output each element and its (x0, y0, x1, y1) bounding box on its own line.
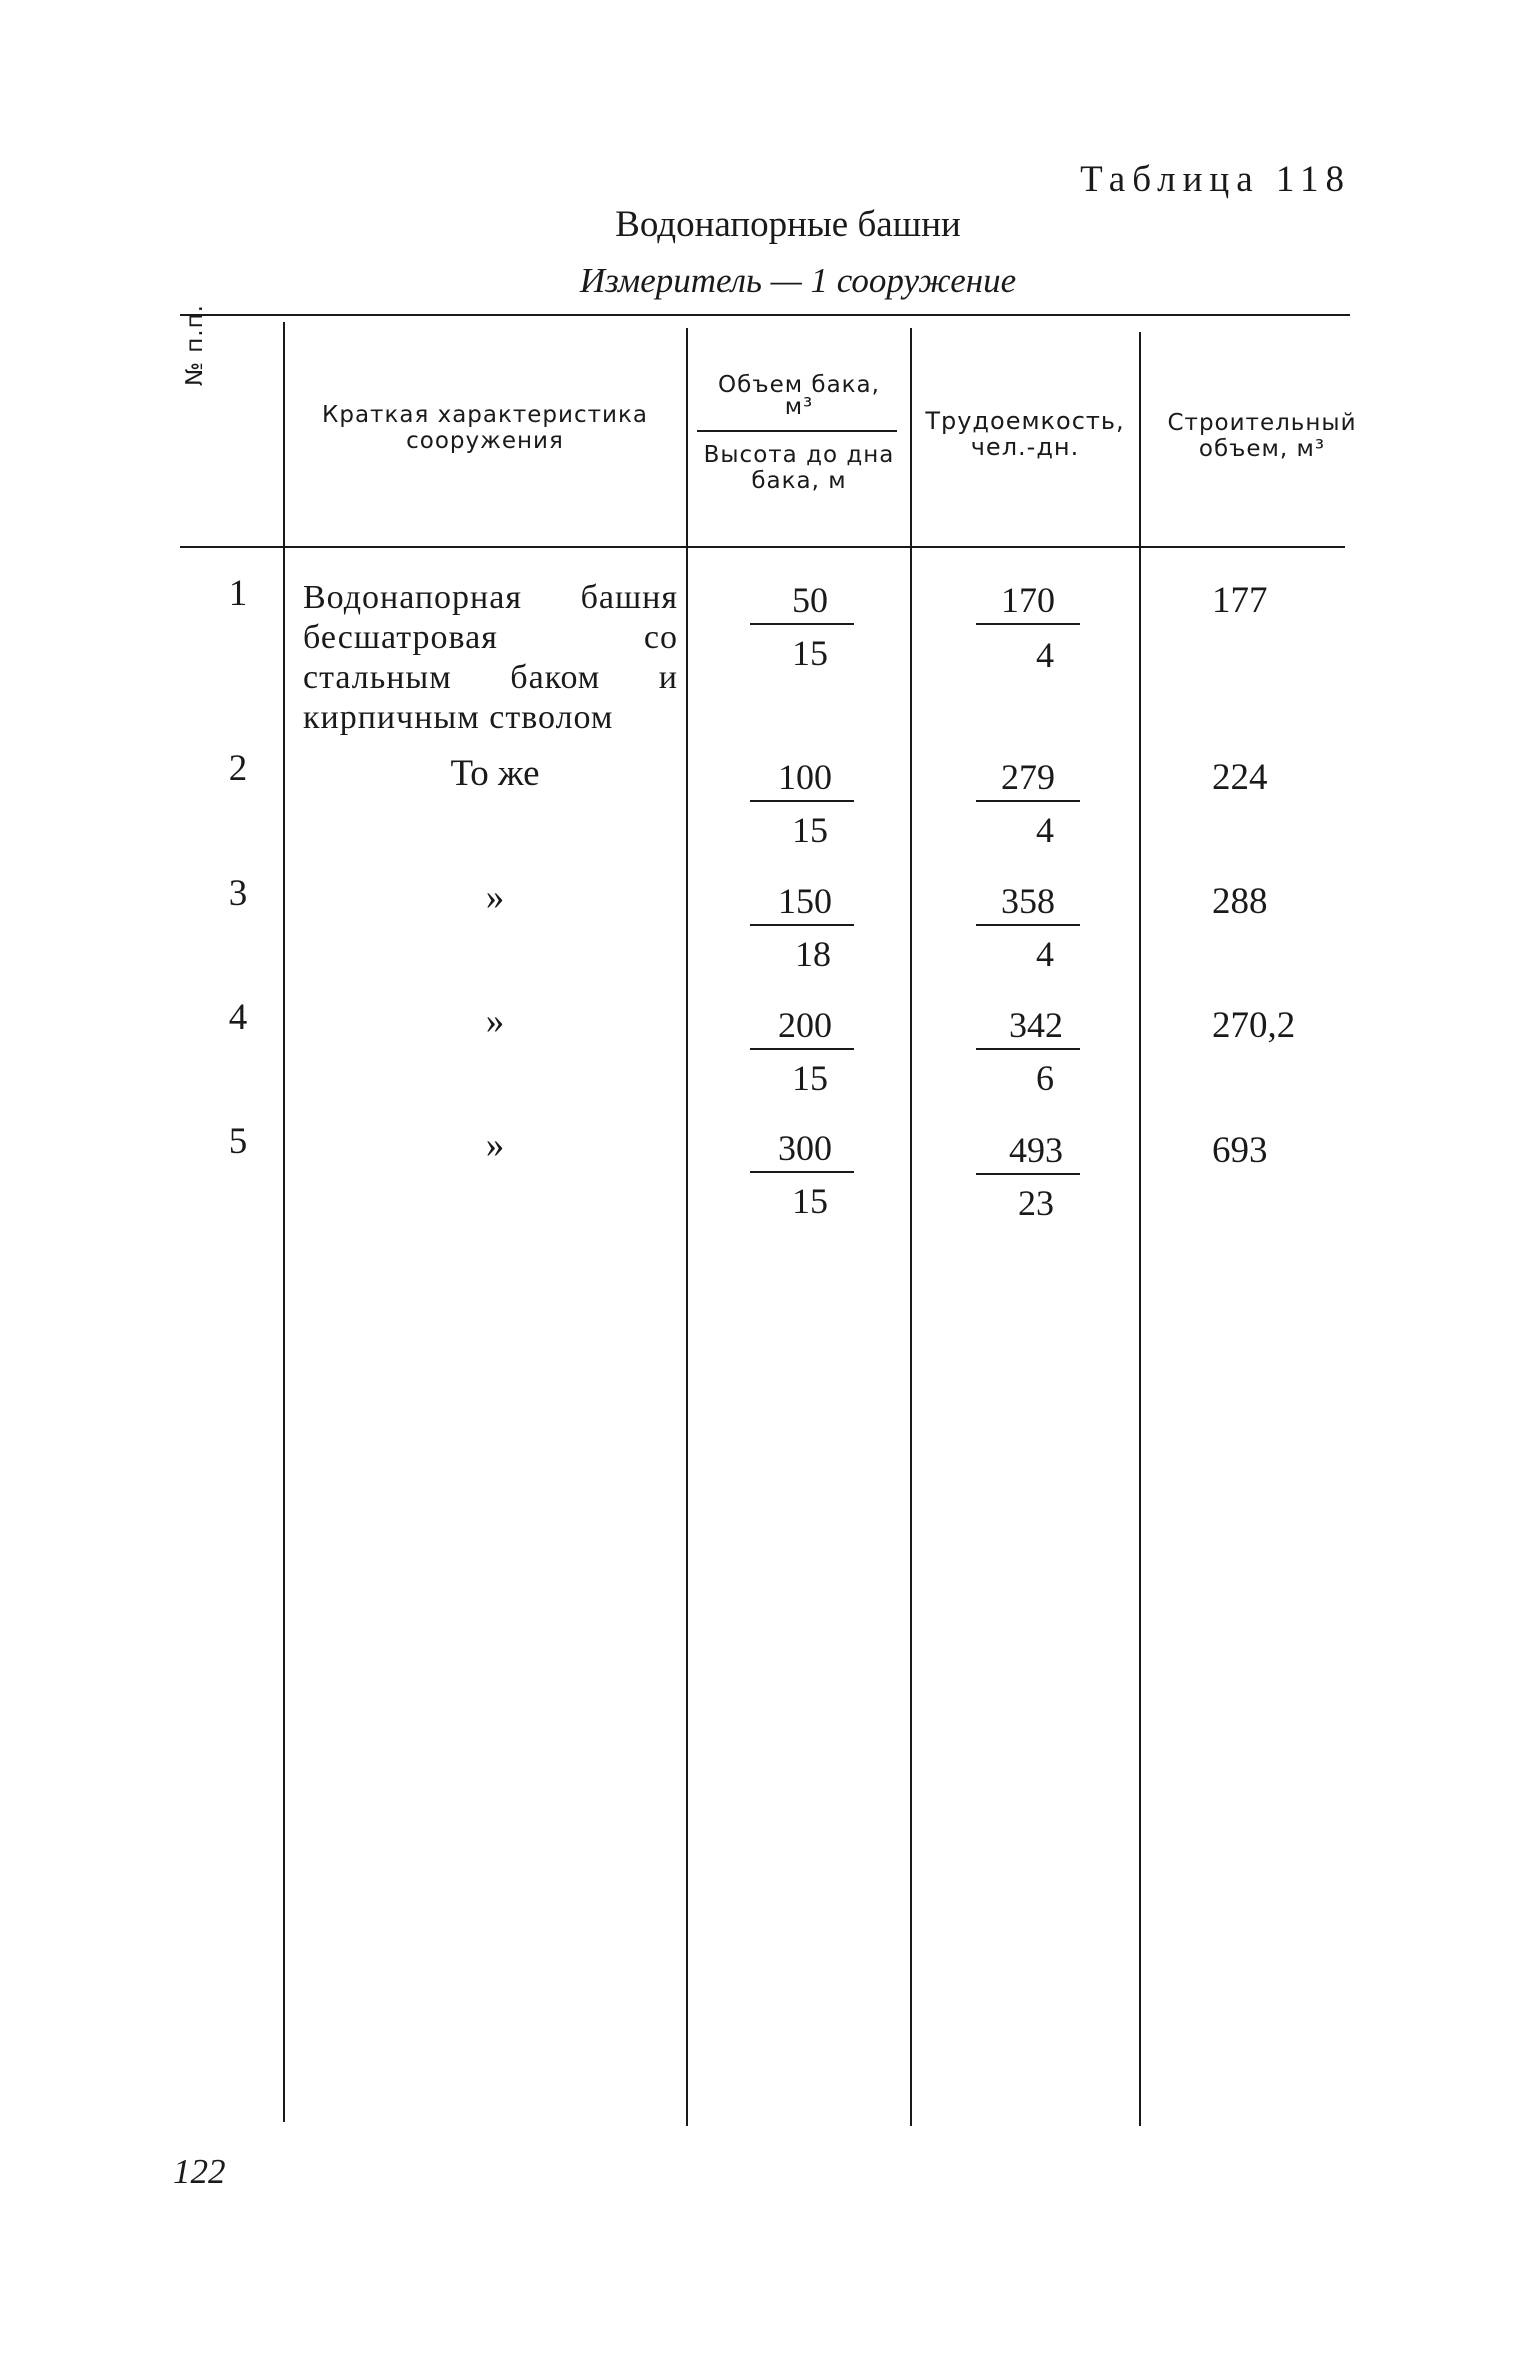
row-1-build-volume: 177 (1212, 580, 1268, 621)
header-build-line1: Строительный (1167, 410, 1357, 436)
row-4-num: 4 (228, 997, 248, 1038)
col-divider-3 (910, 328, 912, 2126)
row-1-num: 1 (228, 573, 248, 614)
row-5-height: 15 (792, 1181, 828, 1221)
header-build-volume (1142, 410, 1382, 462)
row-3-description: » (485, 877, 505, 918)
header-labor (914, 408, 1136, 460)
row-3-labor-rule (976, 924, 1080, 926)
header-height-line2: бака, м (751, 468, 847, 494)
header-bottom-rule (180, 546, 1345, 548)
row-4-description: » (485, 1001, 505, 1042)
measure-unit: Измеритель — 1 сооружение (579, 261, 1017, 300)
row-1-labor-sub: 4 (1036, 635, 1054, 675)
row-4-volume: 200 (778, 1005, 832, 1045)
row-5-build-volume: 693 (1212, 1130, 1268, 1171)
row-3-height: 18 (795, 934, 831, 974)
row-1-height: 15 (792, 633, 828, 673)
row-2-volume: 100 (778, 757, 832, 797)
row-5-description: » (485, 1125, 505, 1166)
header-volume-divider (697, 430, 897, 432)
row-2-build-volume: 224 (1212, 757, 1268, 798)
row-4-volume-rule (750, 1048, 854, 1050)
page-number: 122 (173, 2152, 226, 2191)
row-5-labor-rule (976, 1173, 1080, 1175)
header-volume-line2: м³ (784, 394, 814, 420)
row-3-volume: 150 (778, 881, 832, 921)
col-divider-2 (686, 328, 688, 2126)
row-4-labor: 342 (1009, 1005, 1063, 1045)
row-1-labor: 170 (1001, 580, 1055, 620)
header-labor-line2: чел.-дн. (970, 433, 1080, 461)
row-3-labor: 358 (1001, 881, 1055, 921)
row-2-labor-sub: 4 (1036, 810, 1054, 850)
header-description-line1: Краткая характеристика (322, 402, 648, 428)
row-5-labor-sub: 23 (1018, 1183, 1054, 1223)
row-2-description: То же (450, 753, 540, 794)
table-top-rule (180, 314, 1350, 316)
col-divider-1 (283, 322, 285, 2122)
table-number: Таблица 118 (1080, 159, 1351, 200)
row-5-volume: 300 (778, 1128, 832, 1168)
row-2-labor-rule (976, 800, 1080, 802)
row-1-volume-rule (750, 623, 854, 625)
row-2-volume-rule (750, 800, 854, 802)
row-1-labor-rule (976, 623, 1080, 625)
row-3-volume-rule (750, 924, 854, 926)
header-build-line2: объем, м³ (1198, 436, 1326, 462)
row-5-num: 5 (228, 1121, 248, 1162)
row-4-labor-sub: 6 (1036, 1058, 1054, 1098)
row-2-height: 15 (792, 810, 828, 850)
header-height-line1: Высота до дна (703, 442, 895, 468)
row-1-description: Водонапорная башня бесшатровая со стальным баком и кирпичным стволом (303, 579, 678, 736)
row-3-num: 3 (228, 873, 248, 914)
header-labor-line1: Трудоемкость, (925, 407, 1125, 435)
row-3-build-volume: 288 (1212, 881, 1268, 922)
header-volume-line1: Объем бака, (718, 372, 880, 398)
row-2-num: 2 (228, 748, 248, 789)
row-5-volume-rule (750, 1171, 854, 1173)
header-description-line2: сооружения (406, 428, 564, 454)
row-1-volume: 50 (792, 580, 828, 620)
row-4-height: 15 (792, 1058, 828, 1098)
header-volume (690, 372, 908, 420)
row-4-build-volume: 270,2 (1212, 1005, 1296, 1046)
header-height (690, 442, 908, 494)
table-title: Водонапорные башни (615, 204, 961, 245)
row-3-labor-sub: 4 (1036, 934, 1054, 974)
row-5-labor: 493 (1009, 1130, 1063, 1170)
row-4-labor-rule (976, 1048, 1080, 1050)
header-description (290, 402, 680, 454)
header-num: № п.п. (182, 304, 208, 386)
row-2-labor: 279 (1001, 757, 1055, 797)
col-divider-4 (1139, 332, 1141, 2126)
